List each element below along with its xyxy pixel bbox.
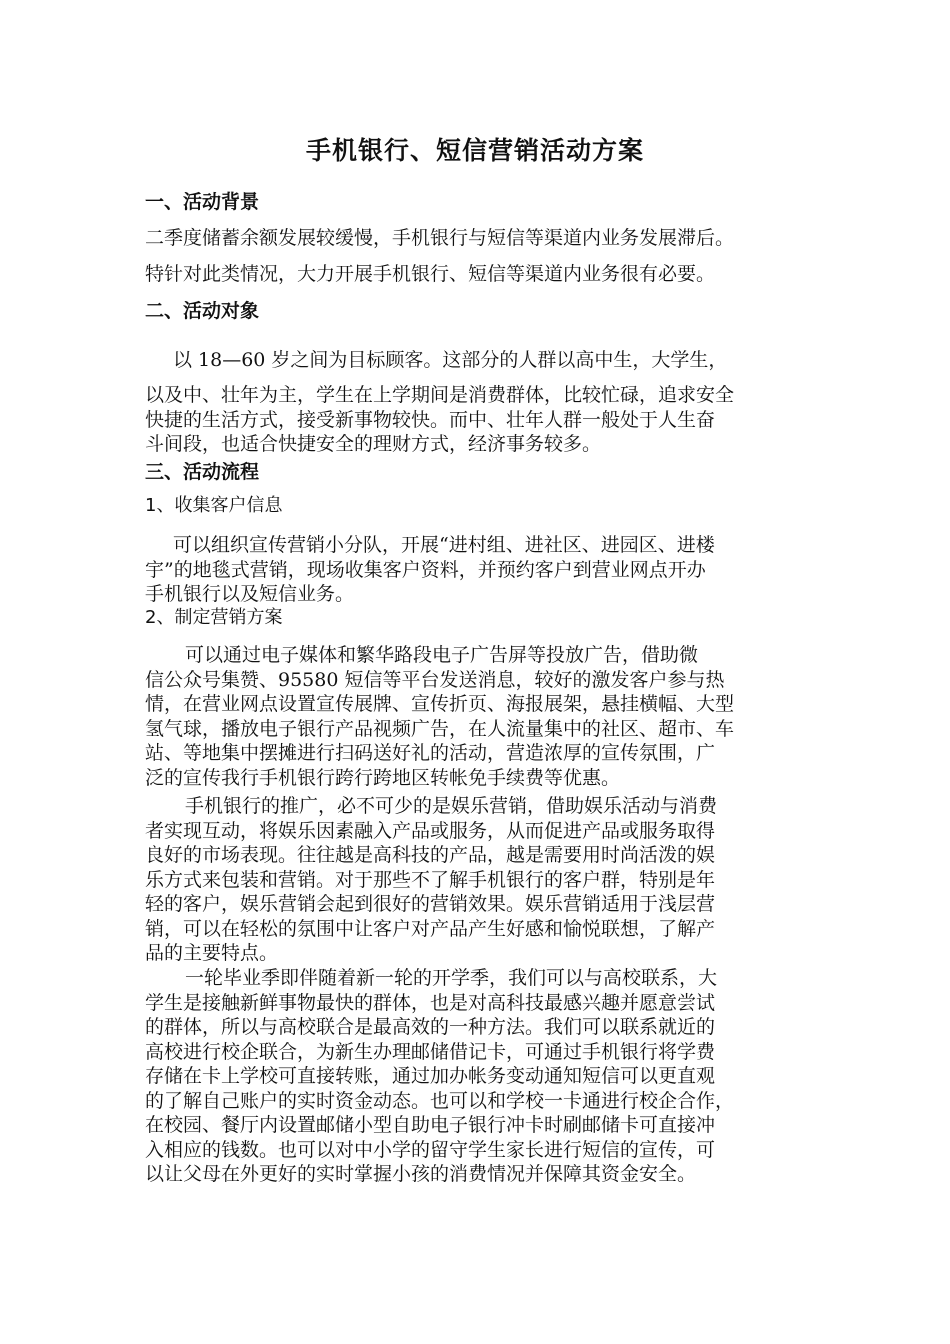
paragraph-marketing-1 [145, 643, 813, 790]
text-line: 的了解自己账户的实时资金动态。也可以和学校一卡通进行校企合作， [145, 1089, 735, 1112]
step-title-collect-info: 1、收集客户信息 [145, 495, 283, 516]
section-heading-background: 一、活动背景 [145, 191, 260, 213]
step-title-marketing-plan: 2、制定营销方案 [145, 607, 283, 628]
text-line: 可以组织宣传营销小分队，开展“进村组、进社区、进园区、进楼 [173, 534, 715, 556]
text-line: 手机银行以及短信业务。 [145, 583, 355, 605]
paragraph-marketing-2 [145, 794, 813, 966]
text-line: 可以通过电子媒体和繁华路段电子广告屏等投放广告，借助微 [185, 644, 699, 666]
text-line: 宇”的地毯式营销，现场收集客户资料，并预约客户到营业网点开办 [145, 558, 706, 581]
text-line: 入相应的钱数。也可以对中小学的留守学生家长进行短信的宣传，可 [145, 1138, 716, 1161]
text-line: 手机银行的推广，必不可少的是娱乐营销，借助娱乐活动与消费 [185, 795, 718, 817]
text-line: 泛的宣传我行手机银行跨行跨地区转帐免手续费等优惠。 [145, 766, 621, 789]
text-line: 销，可以在轻松的氛围中让客户对产品产生好感和愉悦联想，了解产 [145, 917, 716, 940]
paragraph-collect-info [145, 533, 813, 607]
text-line: 以 18—60 岁之间为目标顾客。这部分的人群以高中生，大学生， [173, 349, 728, 371]
document-title: 手机银行、短信营销活动方案 [305, 136, 644, 165]
text-line: 在校园、餐厅内设置邮储小型自助电子银行冲卡时刷邮储卡可直接冲 [145, 1114, 716, 1136]
paragraph-marketing-3 [145, 966, 813, 1187]
text-line: 以让父母在外更好的实时掌握小孩的消费情况并保障其资金安全。 [145, 1163, 697, 1185]
text-line: 信公众号集赞、95580 短信等平台发送消息，较好的激发客户参与热 [145, 668, 725, 691]
text-line: 快捷的生活方式，接受新事物较快。而中、壮年人群一般处于人生奋 [145, 408, 716, 431]
text-line: 站、等地集中摆摊进行扫码送好礼的活动，营造浓厚的宣传氛围，广 [145, 742, 716, 764]
text-line: 特针对此类情况，大力开展手机银行、短信等渠道内业务很有必要。 [145, 263, 716, 285]
paragraph-target-first [145, 342, 813, 378]
section-heading-target: 二、活动对象 [145, 300, 260, 322]
text-line: 乐方式来包装和营销。对于那些不了解手机银行的客户群，特别是年 [145, 868, 716, 891]
text-line: 存储在卡上学校可直接转账，通过加办帐务变动通知短信可以更直观 [145, 1065, 716, 1087]
text-line: 的群体，所以与高校联合是最高效的一种方法。我们可以联系就近的 [145, 1016, 716, 1038]
text-line: 良好的市场表现。往往越是高科技的产品，越是需要用时尚活泼的娱 [145, 844, 716, 866]
text-line: 高校进行校企联合，为新生办理邮储借记卡，可通过手机银行将学费 [145, 1040, 716, 1063]
paragraph-target [145, 383, 813, 457]
text-line: 氢气球，播放电子银行产品视频广告，在人流量集中的社区、超市、车 [145, 717, 735, 740]
text-line: 轻的客户，娱乐营销会起到很好的营销效果。娱乐营销适用于浅层营 [145, 893, 716, 915]
section-heading-process: 三、活动流程 [145, 461, 260, 483]
text-line: 者实现互动，将娱乐因素融入产品或服务，从而促进产品或服务取得 [145, 819, 716, 842]
text-line: 二季度储蓄余额发展较缓慢，手机银行与短信等渠道内业务发展滞后。 [145, 227, 735, 249]
text-line: 一轮毕业季即伴随着新一轮的开学季，我们可以与高校联系，大 [185, 967, 718, 989]
paragraph-background [145, 220, 813, 292]
text-line: 学生是接触新鲜事物最快的群体，也是对高科技最感兴趣并愿意尝试 [145, 991, 716, 1014]
text-line: 斗间段，也适合快捷安全的理财方式，经济事务较多。 [145, 433, 602, 455]
text-line: 品的主要特点。 [145, 942, 279, 964]
text-line: 以及中、壮年为主，学生在上学期间是消费群体，比较忙碌，追求安全 [145, 384, 735, 406]
text-line: 情，在营业网点设置宣传展牌、宣传折页、海报展架，悬挂横幅、大型 [145, 693, 735, 715]
